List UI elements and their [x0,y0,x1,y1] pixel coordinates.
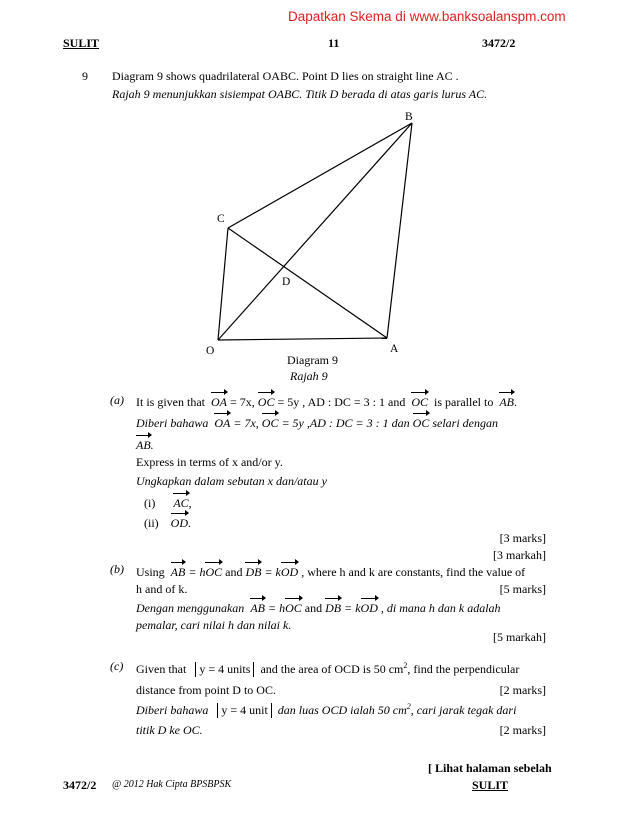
footer-copyright: @ 2012 Hak Cipta BPSBPSK [112,779,232,790]
footer-next-page: [ Lihat halaman sebelah [428,761,552,775]
part-b-label: (b) [110,562,124,576]
watermark-text: Dapatkan Skema di www.banksoalanspm.com [288,9,566,24]
paper-code: 3472/2 [482,36,516,50]
part-a-express-en: Express in terms of x and/or y. [136,455,283,469]
part-a-item-ii: (ii) OD. [144,516,192,530]
part-a-item-i: (i) AC, [144,496,192,510]
part-a-given-ms: Diberi bahawa OA = 7x, OC = 5y ,AD : DC = 3 : 1 dan OC selari dengan [136,416,498,430]
line-ob [218,123,412,340]
vertex-label-a: A [390,343,399,355]
part-c-marks-en: [2 marks] [499,683,546,697]
part-b-line2: h and of k. [136,582,188,596]
question-stem-ms: Rajah 9 menunjukkan sisiempat OABC. Titik D berada di atas garis lurus AC. [112,87,488,101]
side-oa [218,338,387,340]
part-b-marks-ms: [5 markah] [493,630,546,644]
part-c-label: (c) [110,659,124,673]
diagram-caption-en: Diagram 9 [287,353,338,367]
part-a-given-en: It is given that OA = 7x, OC = 5y , AD : DC = 3 : 1 and OC is parallel to AB. [136,395,518,409]
part-c-line1: Given that y = 4 units and the area of OCD is 50 $cm^2$, find the perpendicular [136,661,520,676]
part-a-label: (a) [110,393,124,407]
diagram-caption-ms: Rajah 9 [290,369,328,383]
side-co [218,228,228,340]
part-a-express-ms: Ungkapkan dalam sebutan x dan/atau y [136,474,327,488]
vertex-label-b: B [405,111,413,123]
side-ab [387,123,412,338]
question-stem-en: Diagram 9 shows quadrilateral OABC. Point D lies on straight line AC . [112,69,459,83]
part-b-ms-line1: Dengan menggunakan AB = hOC and DB = kOD , di mana h dan k adalah [136,601,501,615]
part-a-marks-en: [3 marks] [499,531,546,545]
page-number: 11 [328,36,340,50]
question-number: 9 [82,69,88,83]
part-c-line2: distance from point D to OC. [136,683,276,697]
footer-sulit: SULIT [472,778,509,792]
footer-code: 3472/2 [63,778,97,792]
part-b-line1: Using AB = hOC and DB = kOD , where h and k are constants, find the value of [136,565,526,579]
part-c-ms-line1: Diberi bahawa y = 4 unit dan luas OCD ialah 50 $cm^2$, cari jarak tegak dari [136,702,517,717]
part-b-marks-en: [5 marks] [499,582,546,596]
part-c-marks-ms: [2 marks] [499,723,546,737]
vertex-label-o: O [206,345,215,357]
vertex-label-d: D [282,276,291,288]
header-sulit: SULIT [63,36,100,50]
side-bc [228,123,412,228]
part-b-ms-line2: pemalar, cari nilai h dan nilai k. [136,618,292,632]
part-c-ms-line2: titik D ke OC. [136,723,203,737]
vertex-label-c: C [217,213,225,225]
part-a-marks-ms: [3 markah] [493,548,546,562]
diagonal-ac [228,228,387,338]
part-a-ab-ms: AB. [136,438,154,452]
